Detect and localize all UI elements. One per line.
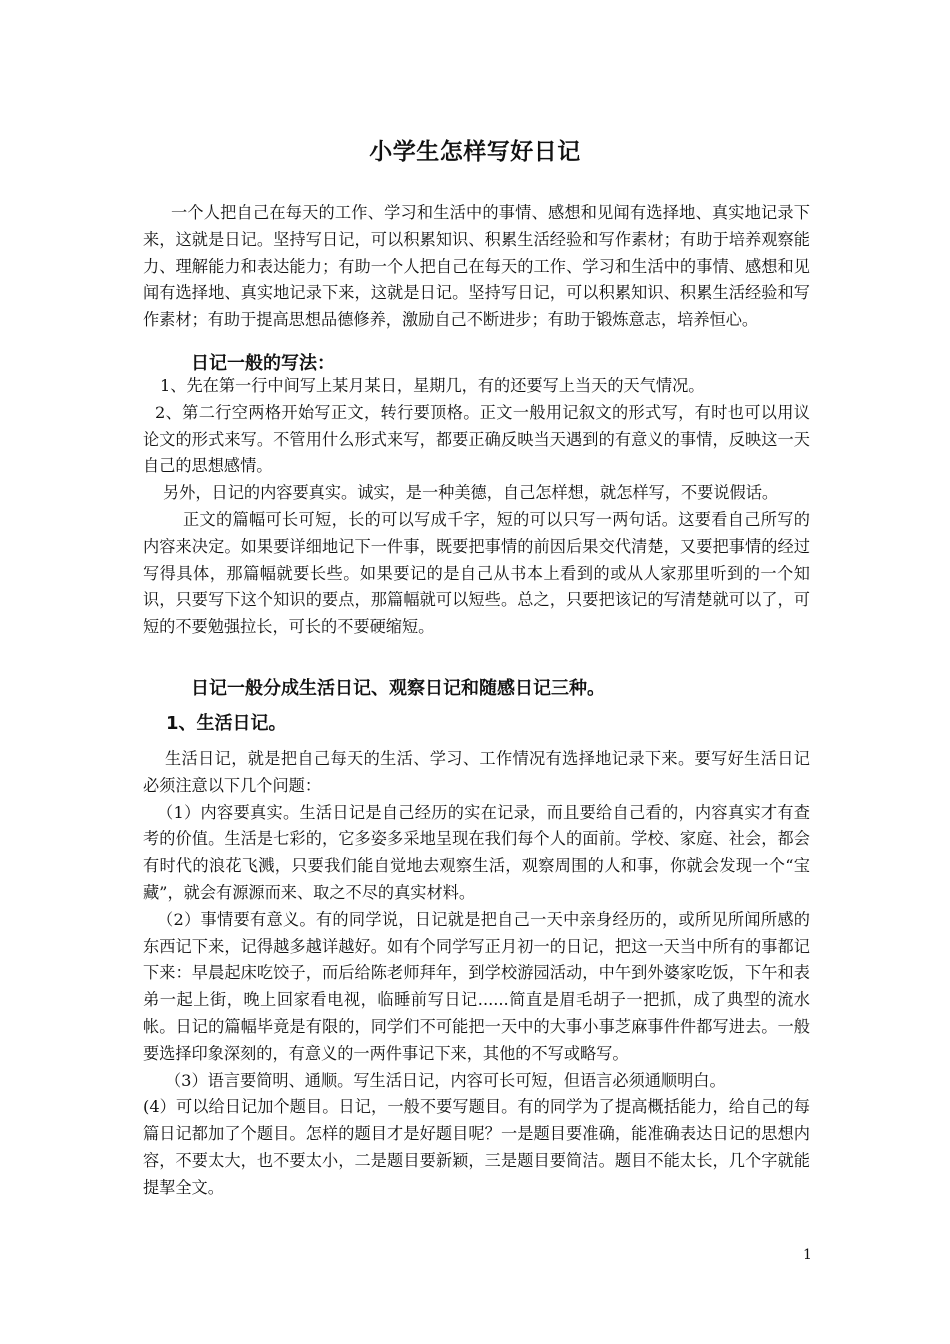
heading-writing-method: 日记一般的写法： bbox=[191, 353, 335, 374]
life-point-4: (4）可以给日记加个题目。日记，一般不要写题目。有的同学为了提高概括能力，给自己的每篇日记都加了个题目。怎样的题目才是好题目呢？一是题目要准确，能准确表达日记的思想内容，不要太大，也不要太小，二是题目要新颖，三是题目要简洁。题目不能太长，几个字就能提挈全文。 bbox=[143, 1097, 810, 1197]
writing-step-2: 2、第二行空两格开始写正文，转行要顶格。正文一般用记叙文的形式写，有时也可以用议论文的形式来写。不管用什么形式来写，都要正确反映当天遇到的有意义的事情，反映这一天自己的思想感情。 bbox=[143, 402, 810, 476]
life-point-2: （2）事情要有意义。有的同学说，日记就是把自己一天中亲身经历的，或所见所闻所感的东西记下来，记得越多越详越好。如有个同学写正月初一的日记，把这一天当中所有的事都记下来：早晨起床吃饺子，而后给陈老师拜年，到学校游园活动，中午到外婆家吃饭，下午和表弟一起上街，晚上回家看电视，临睡前写日记......简直是眉毛胡子一把抓，成了典型的流水帐。日记的篇幅毕竟是有限的，同学们不可能把一天中的大事小事芝麻事件件都写进去。一般要选择印象深刻的，有意义的一两件事记下来，其他的不写或略写。 bbox=[143, 909, 810, 1063]
life-point-1: （1）内容要真实。生活日记是自己经历的实在记录，而且要给自己看的，内容真实才有查考的价值。生活是七彩的，它多姿多采地呈现在我们每个人的面前。学校、家庭、社会，都会有时代的浪花飞溅，只要我们能自觉地去观察生活，观察周围的人和事，你就会发现一个“宝藏”，就会有源源而来、取之不尽的真实材料。 bbox=[143, 802, 810, 902]
document-title: 小学生怎样写好日记 bbox=[369, 139, 581, 165]
life-point-3: （3）语言要简明、通顺。写生活日记，内容可长可短，但语言必须通顺明白。 bbox=[165, 1070, 726, 1090]
writing-note-length: 正文的篇幅可长可短，长的可以写成千字，短的可以只写一两句话。这要看自己所写的内容来决定。如果要详细地记下一件事，既要把事情的前因后果交代清楚，又要把事情的经过写得具体，那篇幅就要长些。如果要记的是自己从书本上看到的或从人家那里听到的一个知识，只要写下这个知识的要点，那篇幅就可以短些。总之，只要把该记的写清楚就可以了，可短的不要勉强拉长，可长的不要硬缩短。 bbox=[143, 509, 810, 637]
heading-diary-types: 日记一般分成生活日记、观察日记和随感日记三种。 bbox=[191, 678, 605, 699]
intro-paragraph bbox=[143, 200, 810, 334]
writing-method-section bbox=[143, 373, 810, 641]
intro-text: 一个人把自己在每天的工作、学习和生活中的事情、感想和见闻有选择地、真实地记录下来，这就是日记。坚持写日记，可以积累知识、积累生活经验和写作素材；有助于培养观察能力、理解能力和表达能力；有助一个人把自己在每天的工作、学习和生活中的事情、感想和见闻有选择地、真实地记录下来，这就是日记。坚持写日记，可以积累知识、积累生活经验和写作素材；有助于提高思想品德修养，激励自己不断进步；有助于锻炼意志，培养恒心。 bbox=[143, 203, 810, 330]
life-diary-intro: 生活日记，就是把自己每天的生活、学习、工作情况有选择地记录下来。要写好生活日记必须注意以下几个问题： bbox=[143, 749, 810, 795]
writing-note-truth: 另外，日记的内容要真实。诚实，是一种美德，自己怎样想，就怎样写，不要说假话。 bbox=[163, 483, 779, 503]
writing-step-1: 1、先在第一行中间写上某月某日，星期几，有的还要写上当天的天气情况。 bbox=[160, 376, 705, 395]
life-diary-section bbox=[143, 746, 810, 1202]
page-number: 1 bbox=[803, 1247, 812, 1263]
heading-life-diary: 1、生活日记。 bbox=[166, 713, 287, 734]
